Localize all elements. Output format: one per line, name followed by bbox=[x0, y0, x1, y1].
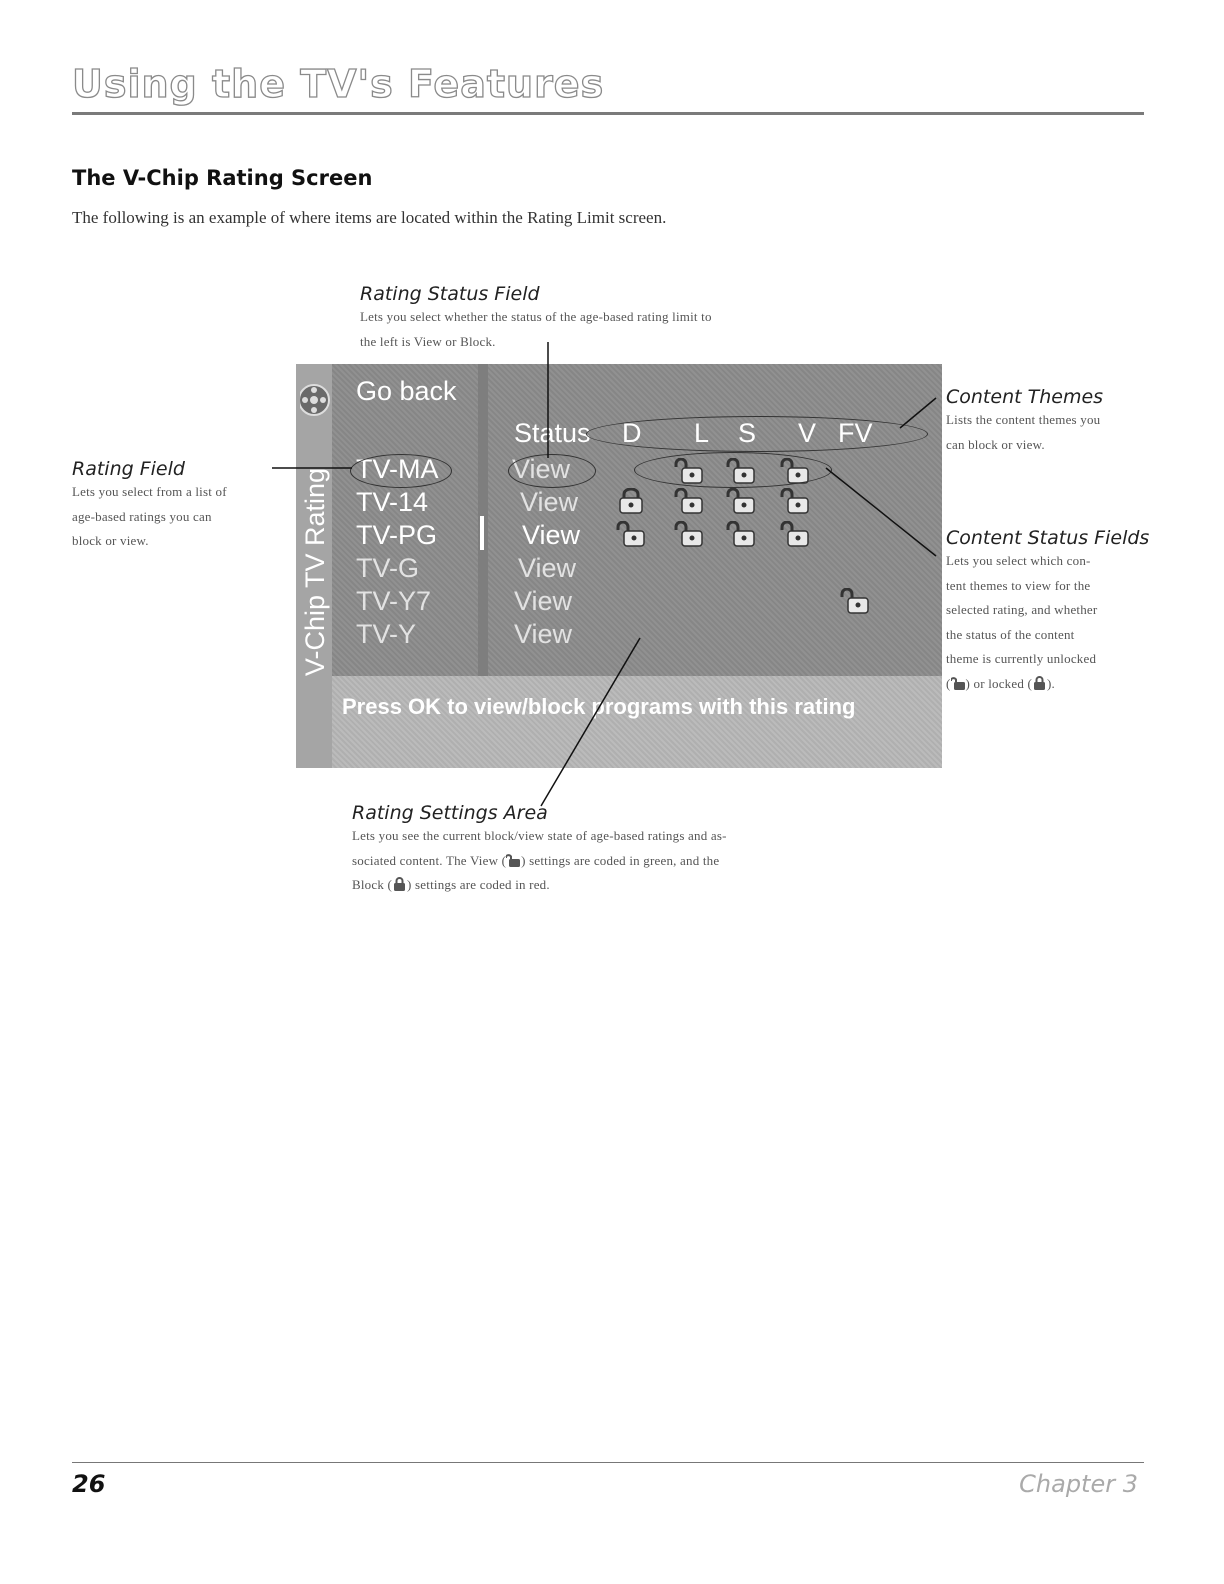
theme-v: V bbox=[798, 418, 817, 448]
status-view[interactable]: View bbox=[518, 553, 577, 583]
callout-rating-status-line: the left is View or Block. bbox=[360, 333, 496, 349]
callout-rating-field-title: Rating Field bbox=[72, 458, 185, 480]
callout-rating-status-title: Rating Status Field bbox=[360, 283, 540, 305]
callout-rating-field-line: block or view. bbox=[72, 533, 149, 548]
rating-tv-ma[interactable]: TV-MA bbox=[356, 454, 439, 484]
callout-content-status-title: Content Status Fields bbox=[946, 527, 1150, 549]
callout-rating-settings-line: sociated content. The View ( ) settings are coded in green, and the bbox=[352, 852, 720, 868]
theme-d: D bbox=[622, 418, 642, 448]
callout-content-status-line: Lets you select which con- bbox=[946, 553, 1091, 568]
theme-s: S bbox=[738, 418, 757, 448]
callout-rating-settings-line: Lets you see the current block/view state of age-based ratings and as- bbox=[352, 828, 727, 843]
callout-content-status-line: selected rating, and whether bbox=[946, 602, 1098, 617]
footer-rule bbox=[72, 1462, 1144, 1463]
callout-content-themes-line: can block or view. bbox=[946, 436, 1045, 452]
callout-rating-settings-title: Rating Settings Area bbox=[352, 802, 548, 824]
callout-content-status-line: tent themes to view for the bbox=[946, 577, 1091, 593]
status-view[interactable]: View bbox=[514, 586, 573, 616]
status-header: Status bbox=[514, 418, 591, 448]
status-view[interactable]: View bbox=[512, 454, 571, 484]
rating-tv-y[interactable]: TV-Y bbox=[356, 619, 417, 649]
status-view[interactable]: View bbox=[514, 619, 573, 649]
callout-rating-field-line: Lets you select from a list of bbox=[72, 484, 227, 499]
section-title: The V-Chip Rating Screen bbox=[72, 166, 373, 190]
status-view[interactable]: View bbox=[522, 520, 581, 550]
rating-tv-pg[interactable]: TV-PG bbox=[356, 520, 438, 550]
page-header-title: Using the TV's Features bbox=[72, 62, 605, 106]
tv-side-label: V-Chip TV Rating bbox=[300, 467, 330, 677]
callout-rating-settings-line: Block ( ) settings are coded in red. bbox=[352, 877, 550, 892]
callout-content-status-line: the status of the content bbox=[946, 626, 1075, 642]
rating-tv-y7[interactable]: TV-Y7 bbox=[356, 586, 432, 616]
theme-fv: FV bbox=[838, 418, 873, 448]
callout-rating-field-line: age-based ratings you can bbox=[72, 508, 212, 524]
callout-content-status-line: theme is currently unlocked bbox=[946, 651, 1097, 666]
rating-tv-g[interactable]: TV-G bbox=[356, 553, 420, 583]
footer-instruction: Press OK to view/block programs with this rating bbox=[342, 694, 856, 719]
callout-content-themes-line: Lists the content themes you bbox=[946, 412, 1101, 427]
intro-paragraph: The following is an example of where items are located within the Rating Limit screen. bbox=[72, 208, 667, 227]
page-number: 26 bbox=[72, 1470, 106, 1498]
theme-l: L bbox=[694, 418, 710, 448]
go-back-item[interactable]: Go back bbox=[356, 376, 457, 406]
callout-rating-status-line: Lets you select whether the status of the age-based rating limit to bbox=[360, 309, 712, 324]
callout-content-themes-title: Content Themes bbox=[946, 386, 1104, 408]
status-view[interactable]: View bbox=[520, 487, 579, 517]
rating-tv-14[interactable]: TV-14 bbox=[356, 487, 429, 517]
callout-content-status-line: ( ) or locked ( ). bbox=[946, 675, 1056, 691]
chapter-label: Chapter 3 bbox=[1019, 1470, 1138, 1498]
